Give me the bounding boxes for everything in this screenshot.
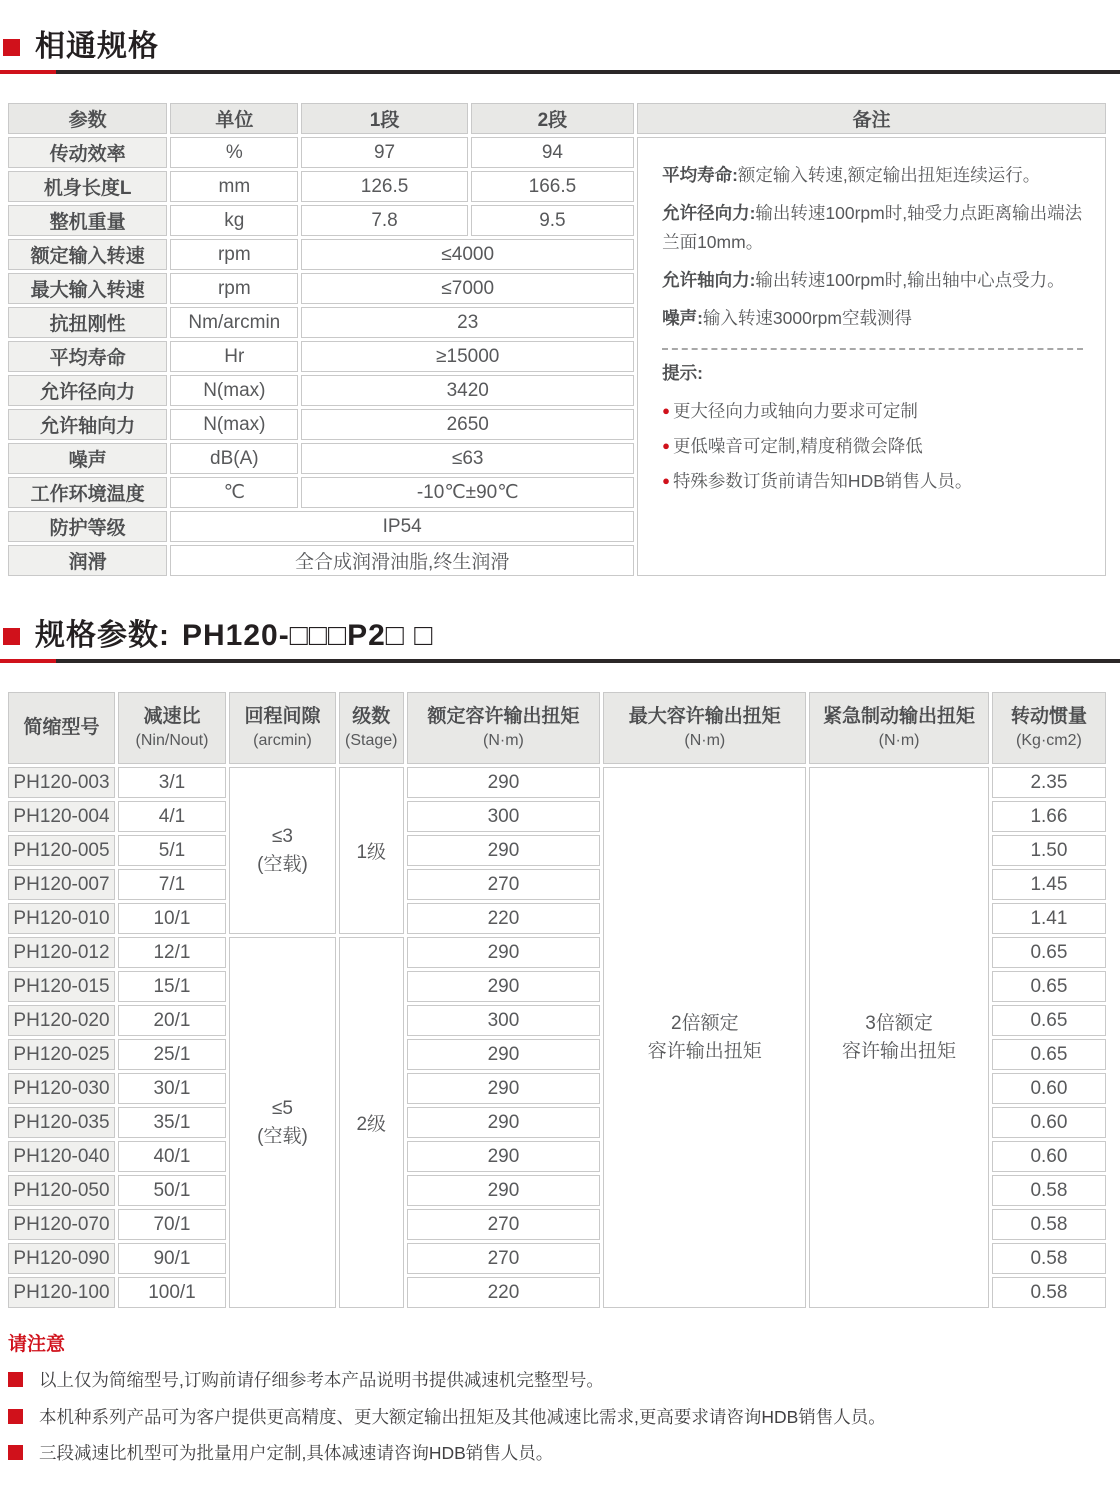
col-header-param: 参数 (8, 103, 167, 134)
inertia-cell: 0.65 (992, 971, 1106, 1002)
column-header (118, 692, 226, 764)
ratio-cell: 30/1 (118, 1073, 226, 1104)
model-cell: PH120-010 (8, 903, 115, 934)
rated-torque-cell: 290 (407, 971, 601, 1002)
column-header-cn: 简缩型号 (23, 717, 100, 739)
note-text: 三段减速比机型可为批量用户定制,具体减速请咨询HDB销售人员。 (39, 1443, 554, 1464)
backlash-note: (空载) (257, 1125, 308, 1147)
model-cell: PH120-090 (8, 1243, 115, 1274)
common-spec-table (5, 100, 1109, 579)
spec-value: 2650 (301, 409, 634, 440)
red-square-icon (8, 1445, 23, 1460)
ratio-cell: 70/1 (118, 1209, 226, 1240)
inertia-cell: 1.50 (992, 835, 1106, 866)
inertia-cell: 0.65 (992, 1005, 1106, 1036)
table-row (8, 767, 1106, 798)
page-title (35, 30, 159, 63)
model-cell: PH120-003 (8, 767, 115, 798)
spec-unit: N(max) (170, 409, 298, 440)
bullet-dot-icon: ● (662, 438, 670, 454)
spec-value-stage2: 166.5 (471, 171, 634, 202)
table-row (8, 137, 1106, 168)
remark-item: 允许轴向力:输出转速100rpm时,输出轴中心点受力。 (662, 270, 1065, 291)
ratio-cell: 4/1 (118, 801, 226, 832)
spec-value-stage2: 9.5 (471, 205, 634, 236)
rated-torque-cell: 290 (407, 937, 601, 968)
bullet-dot-icon: ● (662, 472, 670, 488)
spec-value: ≤4000 (301, 239, 634, 270)
note-text: 以上仅为简缩型号,订购前请仔细参考本产品说明书提供减速机完整型号。 (39, 1370, 604, 1390)
ratio-cell: 90/1 (118, 1243, 226, 1274)
column-header (229, 692, 336, 764)
spec-label: 防护等级 (8, 511, 167, 542)
stage-cell: 1级 (339, 767, 404, 934)
model-cell: PH120-005 (8, 835, 115, 866)
ratio-cell: 15/1 (118, 971, 226, 1002)
ratio-cell: 25/1 (118, 1039, 226, 1070)
spec-label: 允许径向力 (8, 375, 167, 406)
inertia-cell: 0.60 (992, 1141, 1106, 1172)
column-header (603, 692, 806, 764)
spec-label: 最大输入转速 (8, 273, 167, 304)
rated-torque-cell: 290 (407, 767, 601, 798)
spec-value: 全合成润滑油脂,终生润滑 (170, 545, 634, 576)
red-square-icon (3, 628, 20, 645)
model-cell: PH120-070 (8, 1209, 115, 1240)
dashed-divider (662, 348, 1083, 350)
inertia-cell: 0.60 (992, 1073, 1106, 1104)
inertia-cell: 2.35 (992, 767, 1106, 798)
cell-line: 容许输出扭矩 (842, 1040, 957, 1062)
inertia-cell: 0.58 (992, 1175, 1106, 1206)
model-cell: PH120-015 (8, 971, 115, 1002)
spec-value-stage1: 126.5 (301, 171, 467, 202)
tips-label (662, 359, 1083, 388)
cell-line: 容许输出扭矩 (647, 1040, 762, 1062)
ratio-cell: 12/1 (118, 937, 226, 968)
column-header-sub: (N·m) (483, 731, 524, 749)
rated-torque-cell: 290 (407, 1141, 601, 1172)
column-header (809, 692, 989, 764)
remark-label: 允许轴向力: (662, 270, 756, 291)
table-header-row (8, 103, 1106, 134)
spec-value: ≤63 (301, 443, 634, 474)
rated-torque-cell: 290 (407, 1107, 601, 1138)
inertia-cell: 0.58 (992, 1243, 1106, 1274)
note-item (8, 1369, 1112, 1393)
model-cell: PH120-004 (8, 801, 115, 832)
inertia-cell: 0.58 (992, 1277, 1106, 1308)
spec-value: 3420 (301, 375, 634, 406)
spec-unit: dB(A) (170, 443, 298, 474)
inertia-cell: 0.65 (992, 1039, 1106, 1070)
col-header-stage2: 2段 (471, 103, 634, 134)
model-cell: PH120-025 (8, 1039, 115, 1070)
spec-label: 抗扭刚性 (8, 307, 167, 338)
rated-torque-cell: 270 (407, 869, 601, 900)
inertia-cell: 0.60 (992, 1107, 1106, 1138)
spec-value: ≤7000 (301, 273, 634, 304)
spec-label: 允许轴向力 (8, 409, 167, 440)
stage-cell: 2级 (339, 937, 404, 1308)
red-square-icon (8, 1409, 23, 1424)
column-header-cn: 最大容许输出扭矩 (628, 706, 781, 728)
section-common-spec-title (3, 30, 1120, 63)
remark-item: 允许径向力:输出转速100rpm时,轴受力点距离输出端法兰面10mm。 (662, 203, 1083, 253)
remarks-cell (637, 137, 1106, 576)
column-header-cn: 级数 (352, 706, 391, 728)
notes-list (8, 1369, 1112, 1466)
ratio-cell: 3/1 (118, 767, 226, 798)
ratio-cell: 20/1 (118, 1005, 226, 1036)
inertia-cell: 1.66 (992, 801, 1106, 832)
column-header-cn: 转动惯量 (1010, 706, 1087, 728)
title-underline (0, 70, 1120, 74)
column-header-sub: (arcmin) (253, 731, 312, 749)
spec-param-table (5, 689, 1109, 1311)
backlash-value: ≤5 (271, 1097, 293, 1119)
ratio-cell: 50/1 (118, 1175, 226, 1206)
spec-label: 机身长度L (8, 171, 167, 202)
model-cell: PH120-020 (8, 1005, 115, 1036)
ratio-cell: 7/1 (118, 869, 226, 900)
rated-torque-cell: 300 (407, 801, 601, 832)
model-cell: PH120-100 (8, 1277, 115, 1308)
ratio-cell: 5/1 (118, 835, 226, 866)
column-header (8, 692, 115, 764)
note-text: 本机种系列产品可为客户提供更高精度、更大额定输出扭矩及其他减速比需求,更高要求请咨询HDB销售人员。 (39, 1406, 886, 1427)
tip-item: ● 特殊参数订货前请告知HDB销售人员。 (662, 470, 973, 491)
rated-torque-cell: 270 (407, 1243, 601, 1274)
spec-unit: rpm (170, 273, 298, 304)
spec-value: ≥15000 (301, 341, 634, 372)
spec-unit: mm (170, 171, 298, 202)
inertia-cell: 1.45 (992, 869, 1106, 900)
spec-unit: Hr (170, 341, 298, 372)
spec-unit: % (170, 137, 298, 168)
rated-torque-cell: 290 (407, 1039, 601, 1070)
brake-torque-cell (809, 767, 989, 1308)
cell-line: 2倍额定 (671, 1012, 739, 1034)
spec-label: 噪声 (8, 443, 167, 474)
model-cell: PH120-035 (8, 1107, 115, 1138)
column-header-cn: 额定容许输出扭矩 (427, 706, 580, 728)
remark-item: 噪声:输入转速3000rpm空载测得 (662, 308, 912, 329)
backlash-cell (229, 937, 336, 1308)
model-cell: PH120-030 (8, 1073, 115, 1104)
section2-title (35, 619, 433, 652)
tips-label-text: 提示: (662, 363, 703, 384)
common-spec-tbody (8, 137, 1106, 576)
spec-value-stage1: 97 (301, 137, 467, 168)
rated-torque-cell: 290 (407, 1073, 601, 1104)
column-header-cn: 减速比 (143, 706, 201, 728)
remark-label: 平均寿命: (662, 165, 738, 185)
spec-value-stage1: 7.8 (301, 205, 467, 236)
inertia-cell: 0.58 (992, 1209, 1106, 1240)
col-header-stage1: 1段 (301, 103, 467, 134)
column-header-sub: (N·m) (878, 731, 920, 749)
title-underline (0, 659, 1120, 663)
model-cell: PH120-040 (8, 1141, 115, 1172)
spec-label: 额定输入转速 (8, 239, 167, 270)
spec-value: 23 (301, 307, 634, 338)
rated-torque-cell: 220 (407, 1277, 601, 1308)
spec-value: -10℃±90℃ (301, 477, 634, 508)
max-torque-cell (603, 767, 806, 1308)
ratio-cell: 10/1 (118, 903, 226, 934)
model-cell: PH120-012 (8, 937, 115, 968)
red-square-icon (3, 39, 20, 56)
notes-section (8, 1329, 1112, 1466)
column-header-sub: (Kg·cm2) (1016, 731, 1082, 749)
section1-title-text: 相通规格 (35, 30, 159, 63)
column-header-sub: (Nin/Nout) (135, 731, 209, 749)
model-code: PH120-□□□P2□ □ (182, 619, 434, 652)
column-header (992, 692, 1106, 764)
column-header-cn: 回程间隙 (244, 706, 321, 728)
spec-param-header-row (8, 692, 1106, 764)
red-square-icon (8, 1372, 23, 1387)
inertia-cell: 0.65 (992, 937, 1106, 968)
spec-unit: N(max) (170, 375, 298, 406)
backlash-note: (空载) (257, 853, 308, 875)
model-cell: PH120-007 (8, 869, 115, 900)
ratio-cell: 35/1 (118, 1107, 226, 1138)
model-cell: PH120-050 (8, 1175, 115, 1206)
backlash-value: ≤3 (271, 825, 293, 847)
backlash-cell (229, 767, 336, 934)
spec-value: IP54 (170, 511, 634, 542)
spec-label: 工作环境温度 (8, 477, 167, 508)
spec-label: 传动效率 (8, 137, 167, 168)
tip-item: ● 更低噪音可定制,精度稍微会降低 (662, 436, 923, 457)
rated-torque-cell: 220 (407, 903, 601, 934)
page (0, 30, 1120, 1466)
col-header-unit: 单位 (170, 103, 298, 134)
bullet-dot-icon: ● (662, 403, 670, 419)
inertia-cell: 1.41 (992, 903, 1106, 934)
cell-line: 3倍额定 (865, 1012, 933, 1034)
section-spec-param-title (3, 619, 1120, 652)
column-header-sub: (Stage) (345, 731, 398, 749)
ratio-cell: 100/1 (118, 1277, 226, 1308)
spec-unit: ℃ (170, 477, 298, 508)
remark-label: 噪声: (662, 308, 703, 329)
spec-label: 平均寿命 (8, 341, 167, 372)
tip-item: ● 更大径向力或轴向力要求可定制 (662, 401, 918, 422)
column-header-cn: 紧急制动输出扭矩 (823, 706, 976, 728)
col-header-remarks: 备注 (637, 103, 1106, 134)
spec-param-tbody (8, 767, 1106, 1308)
ratio-cell: 40/1 (118, 1141, 226, 1172)
spec-unit: Nm/arcmin (170, 307, 298, 338)
spec-label: 润滑 (8, 545, 167, 576)
notes-title: 请注意 (8, 1334, 66, 1355)
column-header-sub: (N·m) (684, 731, 726, 749)
note-item (8, 1406, 1112, 1430)
rated-torque-cell: 290 (407, 1175, 601, 1206)
column-header (407, 692, 601, 764)
column-header (339, 692, 404, 764)
spec-unit: kg (170, 205, 298, 236)
section2-title-text: 规格参数: (35, 619, 170, 652)
remark-item: 平均寿命:额定输入转速,额定输出扭矩连续运行。 (662, 165, 1041, 185)
spec-value-stage2: 94 (471, 137, 634, 168)
spec-label: 整机重量 (8, 205, 167, 236)
remark-label: 允许径向力: (662, 203, 756, 224)
rated-torque-cell: 290 (407, 835, 601, 866)
rated-torque-cell: 300 (407, 1005, 601, 1036)
spec-unit: rpm (170, 239, 298, 270)
note-item (8, 1442, 1112, 1466)
rated-torque-cell: 270 (407, 1209, 601, 1240)
